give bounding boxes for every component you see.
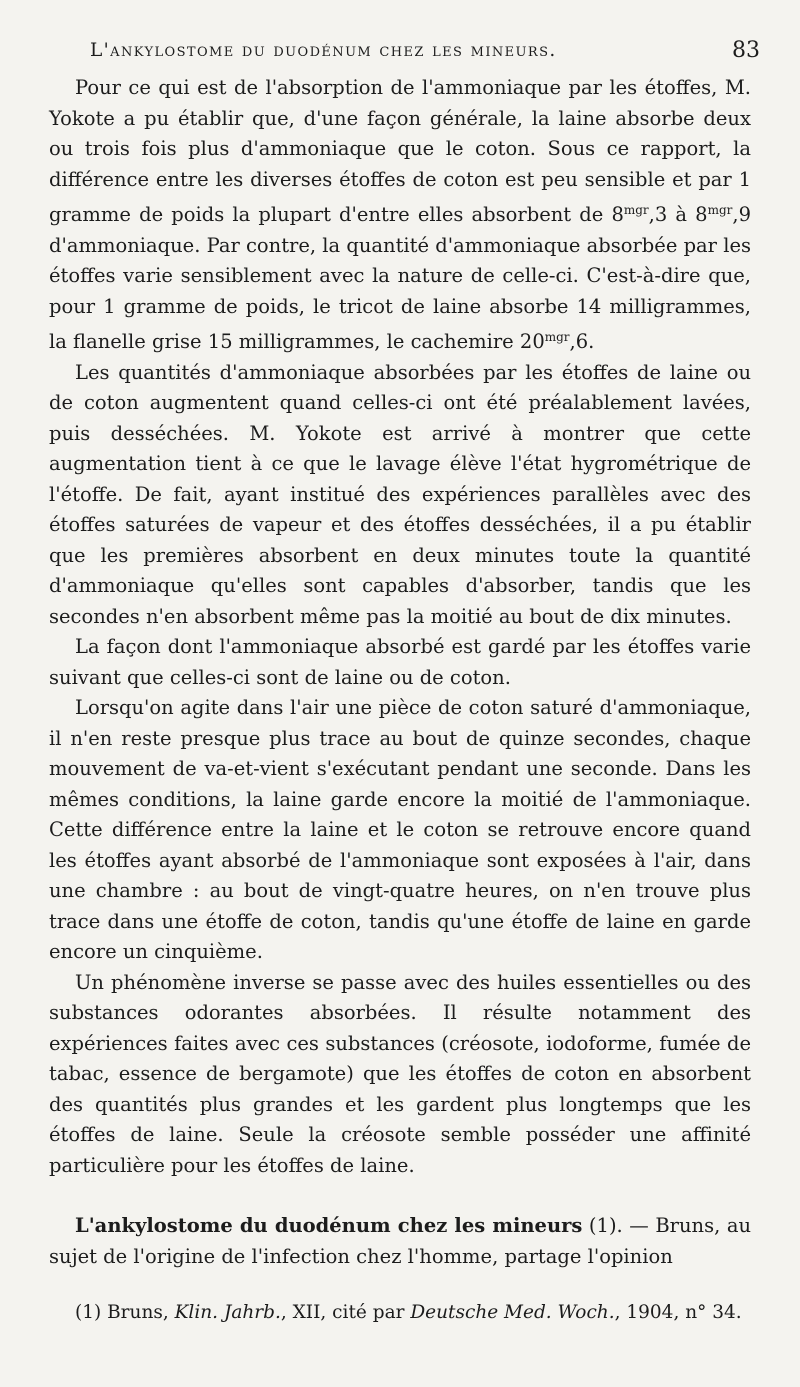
unit-superscript: mgr (623, 203, 649, 217)
paragraph-text: ,9 d'ammoniaque. Par contre, la quantité d'ammoniaque absorbée par les étoffes varie sensiblement avec la nature de celle-ci. C'est-à-dire que, pour 1 gramme de poids, le tricot de laine absorbe 14 milligrammes, la flanelle grise 15 milligrammes, le cachemire 20 (49, 203, 751, 353)
unit-superscript: mgr (707, 203, 733, 217)
footnote-end: , 1904, n° 34. (614, 1302, 742, 1323)
page-number: 83 (732, 38, 760, 63)
body-text (49, 73, 751, 1272)
paragraph-text: ,3 à 8 (648, 203, 708, 226)
footnote-text (49, 1298, 751, 1328)
paragraph-washing: Les quantités d'ammoniaque absorbées par les étoffes de laine ou de coton augmentent quand celles-ci ont été préalablement lavées, puis desséchées. M. Yokote est arrivé à montrer que cette augmentation tient à ce que le lavage élève l'état hygrométrique de l'étoffe. De fait, ayant institué des expériences parallèles avec des étoffes saturées de vapeur et des étoffes desséchées, il a pu établir que les premières absorbent en deux minutes toute la quantité d'ammoniaque qu'elles sont capables d'absorber, tandis que les secondes n'en absorbent même pas la moitié au bout de dix minutes. (49, 360, 751, 628)
section-ankylostome (49, 1211, 751, 1272)
journal-title: Deutsche Med. Woch. (410, 1302, 615, 1323)
paragraph-essential-oils: Un phénomène inverse se passe avec des huiles essentielles ou des substances odorantes absorbées. Il résulte notamment des expériences faites avec ces substances (créosote, iodoforme, fumée de tabac, essence de bergamote) que les étoffes de coton en absorbent des quantités plus grandes et les gardent plus longtemps que les étoffes de laine. Seule la créosote semble posséder une affinité particulière pour les étoffes de laine. (49, 970, 751, 1177)
footnote-marker: (1) Bruns, (75, 1302, 175, 1323)
section-text: — Bruns, au sujet de l'origine de l'infection chez l'homme, partage l'opinion (49, 1214, 751, 1268)
page-header (90, 38, 760, 68)
running-title: L'ankylostome du duodénum chez les mineurs. (90, 40, 557, 61)
paragraph-text: ,6. (569, 330, 595, 353)
footnote (49, 1298, 751, 1328)
paragraph-retention: La façon dont l'ammoniaque absorbé est gardé par les étoffes varie suivant que celles-ci sont de laine ou de coton. (49, 635, 751, 689)
footnote-mid: , XII, cité par (280, 1302, 411, 1323)
section-title: L'ankylostome du duodénum chez les mineurs (75, 1214, 583, 1237)
unit-superscript: mgr (544, 330, 570, 344)
paragraph-absorption (49, 73, 751, 358)
paragraph-agitation: Lorsqu'on agite dans l'air une pièce de coton saturé d'ammoniaque, il n'en reste presque plus trace au bout de quinze secondes, chaque mouvement de va-et-vient s'exécutant pendant une seconde. Dans les mêmes conditions, la laine garde encore la moitié de l'ammoniaque. Cette différence entre la laine et le coton se retrouve encore quand les étoffes ayant absorbé de l'ammoniaque sont exposées à l'air, dans une chambre : au bout de vingt-quatre heures, on n'en trouve plus trace dans une étoffe de coton, tandis qu'une étoffe de laine en garde encore un cinquième. (49, 696, 751, 963)
footnote-reference: (1). (582, 1214, 623, 1237)
paragraph-text: Pour ce qui est de l'absorption de l'ammoniaque par les étoffes, M. Yokote a pu établir que, d'une façon générale, la laine absorbe deux ou trois fois plus d'ammoniaque que le coton. Sous ce rapport, la différence entre les diverses étoffes de coton est peu sensible et par 1 gramme de poids la plupart d'entre elles absorbent de 8 (49, 76, 751, 226)
journal-title: Klin. Jahrb. (174, 1302, 281, 1323)
